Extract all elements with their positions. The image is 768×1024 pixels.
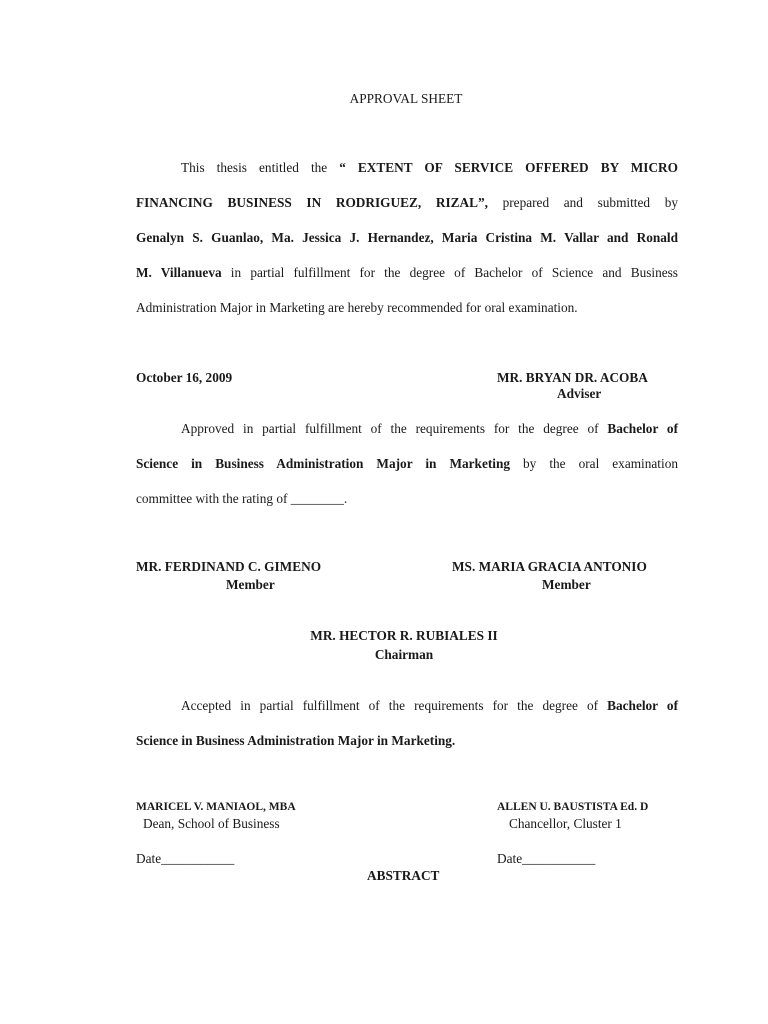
accepted-text: Accepted in partial fulfillment of the requirements for the degree of (181, 698, 608, 713)
dean-role: Dean, School of Business (143, 816, 280, 831)
thesis-title-part-1: “ EXTENT OF SERVICE OFFERED BY MICRO (339, 160, 678, 175)
recommendation-date: October 16, 2009 (136, 370, 233, 385)
approval-sheet-title: APPROVAL SHEET (349, 91, 463, 106)
chancellor-role: Chancellor, Cluster 1 (509, 816, 622, 831)
adviser-name: MR. BRYAN DR. ACOBA (497, 370, 648, 385)
accepted-line-1 (181, 698, 678, 714)
author-last: M. Villanueva (136, 265, 222, 280)
intro-line-1 (181, 160, 678, 176)
degree-part-1: Bachelor of (607, 698, 678, 713)
chancellor-name: ALLEN U. BAUSTISTA Ed. D (497, 801, 649, 813)
approved-line-3: committee with the rating of ________. (136, 491, 348, 506)
dean-date-line: Date___________ (136, 851, 235, 866)
chairman-role: Chairman (374, 647, 434, 662)
intro-text: prepared and submitted by (487, 195, 678, 210)
member-2-name: MS. MARIA GRACIA ANTONIO (452, 559, 647, 574)
member-1-name: MR. FERDINAND C. GIMENO (136, 559, 322, 574)
dean-name: MARICEL V. MANIAOL, MBA (136, 801, 296, 813)
approved-line-1 (181, 421, 678, 437)
intro-line-5: Administration Major in Marketing are hereby recommended for oral examination. (136, 300, 578, 315)
degree-part-1: Bachelor of (607, 421, 679, 436)
chancellor-date-line: Date___________ (497, 851, 596, 866)
intro-line-2 (136, 195, 678, 211)
thesis-title-part-2: FINANCING BUSINESS IN RODRIGUEZ, RIZAL”, (136, 195, 488, 210)
chairman-name: MR. HECTOR R. RUBIALES II (310, 628, 498, 643)
approved-text: Approved in partial fulfillment of the requirements for the degree of (181, 421, 608, 436)
authors-line: Genalyn S. Guanlao, Ma. Jessica J. Hernandez, Maria Cristina M. Vallar and Ronald (136, 230, 678, 245)
adviser-role: Adviser (557, 386, 602, 401)
member-2-role: Member (542, 577, 591, 592)
member-1-role: Member (226, 577, 275, 592)
abstract-heading: ABSTRACT (367, 868, 440, 883)
degree-part-2: Science in Business Administration Major in Marketing (136, 456, 511, 471)
accepted-line-2: Science in Business Administration Major in Marketing. (136, 733, 456, 748)
approved-text: by the oral examination (510, 456, 678, 471)
intro-text: in partial fulfillment for the degree of Bachelor of Science and Business (221, 265, 678, 280)
intro-line-4 (136, 265, 678, 281)
intro-text: This thesis entitled the (181, 160, 340, 175)
approved-line-2 (136, 456, 678, 472)
